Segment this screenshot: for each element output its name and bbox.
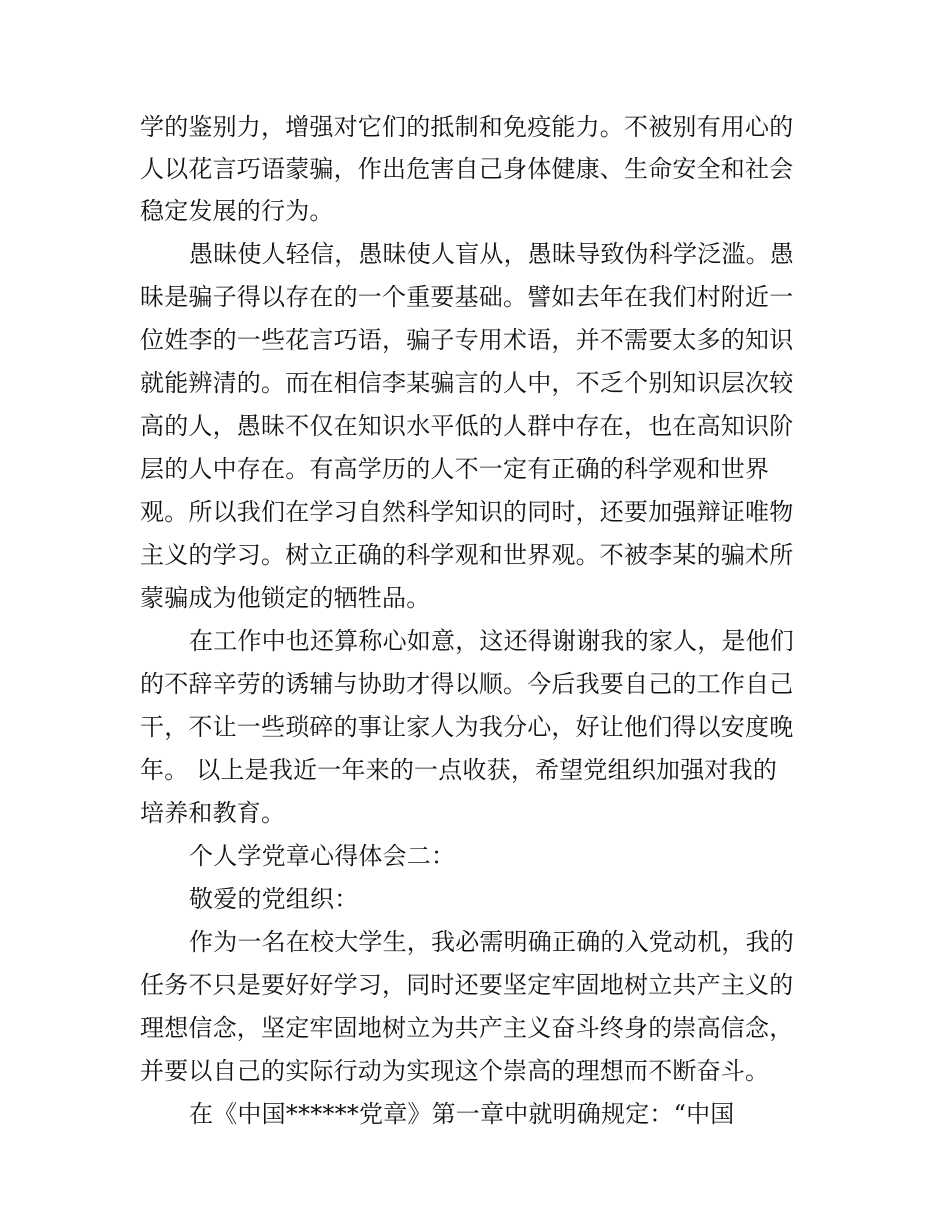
- text-line: 任务不只是要好好学习，同时还要坚定牢固地树立共产主义的: [140, 971, 794, 999]
- text-line: 在《中国******党章》第一章中就明确规定：“中国: [189, 1100, 735, 1128]
- text-line: 并要以自己的实际行动为实现这个崇高的理想而不断奋斗。: [140, 1057, 770, 1085]
- section-heading: 个人学党章心得体会二：: [189, 842, 456, 870]
- text-line: 培养和教育。: [140, 799, 286, 827]
- text-line: 的不辞辛劳的诱辅与协助才得以顺。今后我要自己的工作自己: [140, 670, 794, 698]
- text-line: 位姓李的一些花言巧语，骗子专用术语，并不需要太多的知识: [140, 326, 794, 354]
- text-line: 作为一名在校大学生，我必需明确正确的入党动机，我的: [189, 928, 794, 956]
- text-line: 就能辨清的。而在相信李某骗言的人中，不乏个别知识层次较: [140, 369, 794, 397]
- text-line: 年。 以上是我近一年来的一点收获，希望党组织加强对我的: [140, 756, 778, 784]
- text-line: 人以花言巧语蒙骗，作出危害自己身体健康、生命安全和社会: [140, 155, 794, 183]
- text-line: 观。所以我们在学习自然科学知识的同时，还要加强辩证唯物: [140, 498, 794, 526]
- text-line: 蒙骗成为他锁定的牺牲品。: [140, 584, 431, 612]
- salutation: 敬爱的党组织：: [189, 885, 359, 913]
- text-line: 学的鉴别力，增强对它们的抵制和免疫能力。不被别有用心的: [140, 113, 794, 141]
- text-line: 稳定发展的行为。: [140, 197, 334, 225]
- text-line: 高的人，愚昧不仅在知识水平低的人群中存在，也在高知识阶: [140, 412, 794, 440]
- text-line: 干，不让一些琐碎的事让家人为我分心，好让他们得以安度晚: [140, 713, 794, 741]
- text-line: 主义的学习。树立正确的科学观和世界观。不被李某的骗术所: [140, 541, 794, 569]
- text-line: 愚昧使人轻信，愚昧使人盲从，愚昧导致伪科学泛滥。愚: [189, 240, 794, 268]
- text-line: 层的人中存在。有高学历的人不一定有正确的科学观和世界: [140, 455, 770, 483]
- text-line: 理想信念，坚定牢固地树立为共产主义奋斗终身的崇高信念，: [140, 1014, 794, 1042]
- text-line: 在工作中也还算称心如意，这还得谢谢我的家人，是他们: [189, 627, 794, 655]
- text-line: 昧是骗子得以存在的一个重要基础。譬如去年在我们村附近一: [140, 283, 794, 311]
